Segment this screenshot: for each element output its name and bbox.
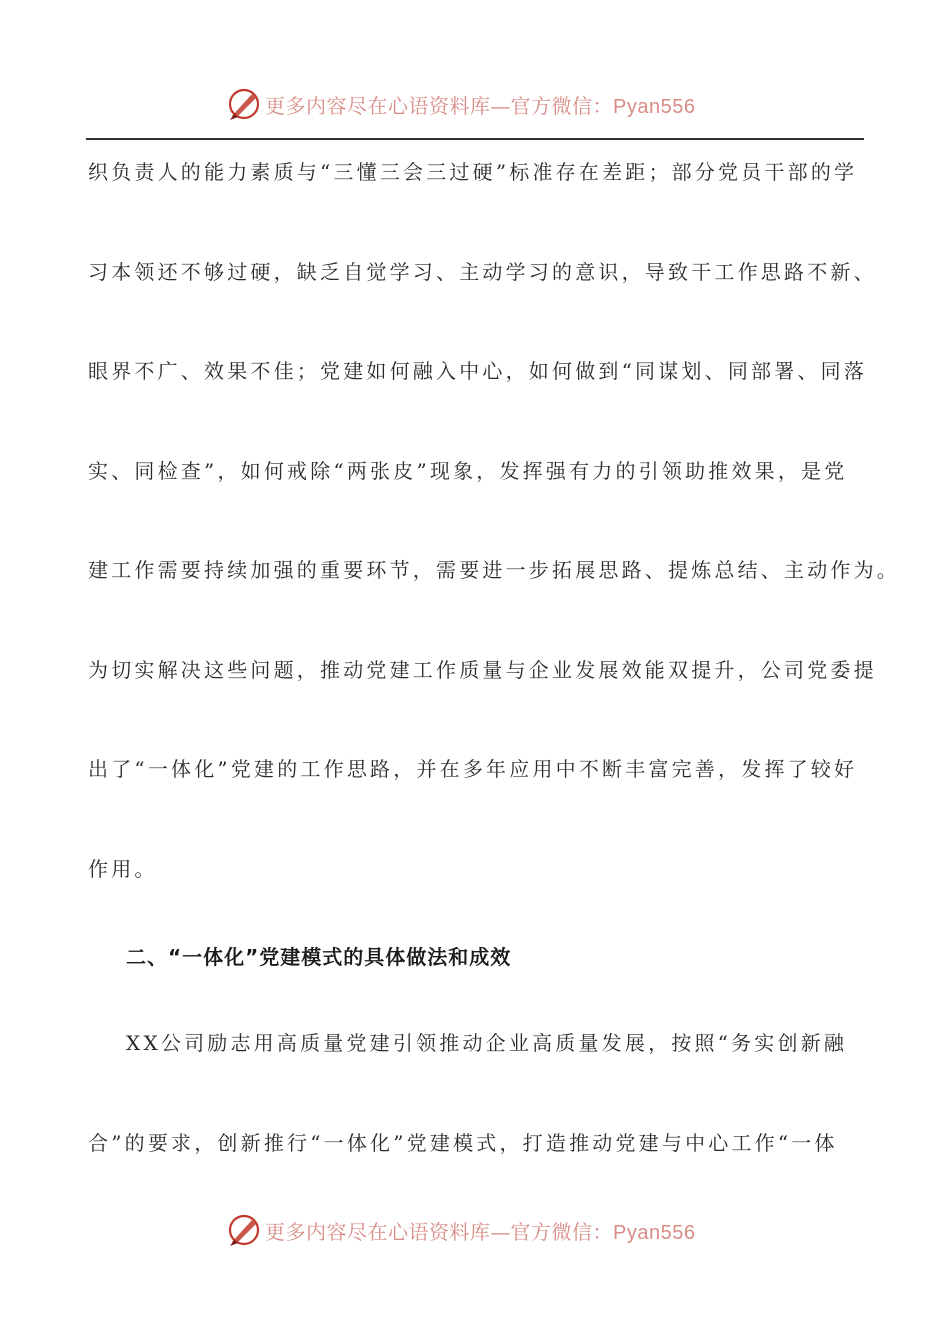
- body-line: 眼界不广、效果不佳；党建如何融入中心，如何做到“同谋划、同部署、同落: [88, 359, 868, 383]
- body-line: 为切实解决这些问题，推动党建工作质量与企业发展效能双提升，公司党委提: [88, 658, 877, 682]
- section-heading: 二、“一体化”党建模式的具体做法和成效: [126, 945, 512, 969]
- body-line: 作用。: [88, 857, 158, 881]
- banner-text: [265, 1216, 695, 1245]
- banner-wechat-label: 官方微信：: [510, 94, 613, 118]
- pen-logo-icon: [226, 86, 262, 122]
- banner-wechat-id: Pyan556: [613, 1222, 696, 1244]
- banner-wechat-label: 官方微信：: [510, 1220, 613, 1244]
- banner-brand: 更多内容尽在心语资料库: [265, 94, 491, 118]
- body-line: 建工作需要持续加强的重要环节，需要进一步拓展思路、提炼总结、主动作为。: [88, 558, 900, 582]
- banner-separator: —: [490, 1220, 511, 1244]
- pen-logo-icon: [226, 1212, 262, 1248]
- body-line: 织负责人的能力素质与“三懂三会三过硬”标准存在差距；部分党员干部的学: [88, 160, 858, 184]
- banner-separator: —: [490, 94, 511, 118]
- body-line: 出了“一体化”党建的工作思路，并在多年应用中不断丰富完善，发挥了较好: [88, 757, 858, 781]
- body-line: 实、同检查”，如何戒除“两张皮”现象，发挥强有力的引领助推效果，是党: [88, 459, 848, 483]
- banner-brand: 更多内容尽在心语资料库: [265, 1220, 491, 1244]
- body-line: 合”的要求，创新推行“一体化”党建模式，打造推动党建与中心工作“一体: [88, 1131, 838, 1155]
- body-line: 习本领还不够过硬，缺乏自觉学习、主动学习的意识，导致干工作思路不新、: [88, 260, 877, 284]
- banner-wechat-id: Pyan556: [613, 96, 696, 118]
- footer-banner: [0, 1210, 950, 1250]
- body-line: XX公司励志用高质量党建引领推动企业高质量发展，按照“务实创新融: [126, 1031, 848, 1055]
- header-divider: [86, 138, 864, 140]
- banner-text: [265, 90, 695, 119]
- header-banner: [0, 84, 950, 124]
